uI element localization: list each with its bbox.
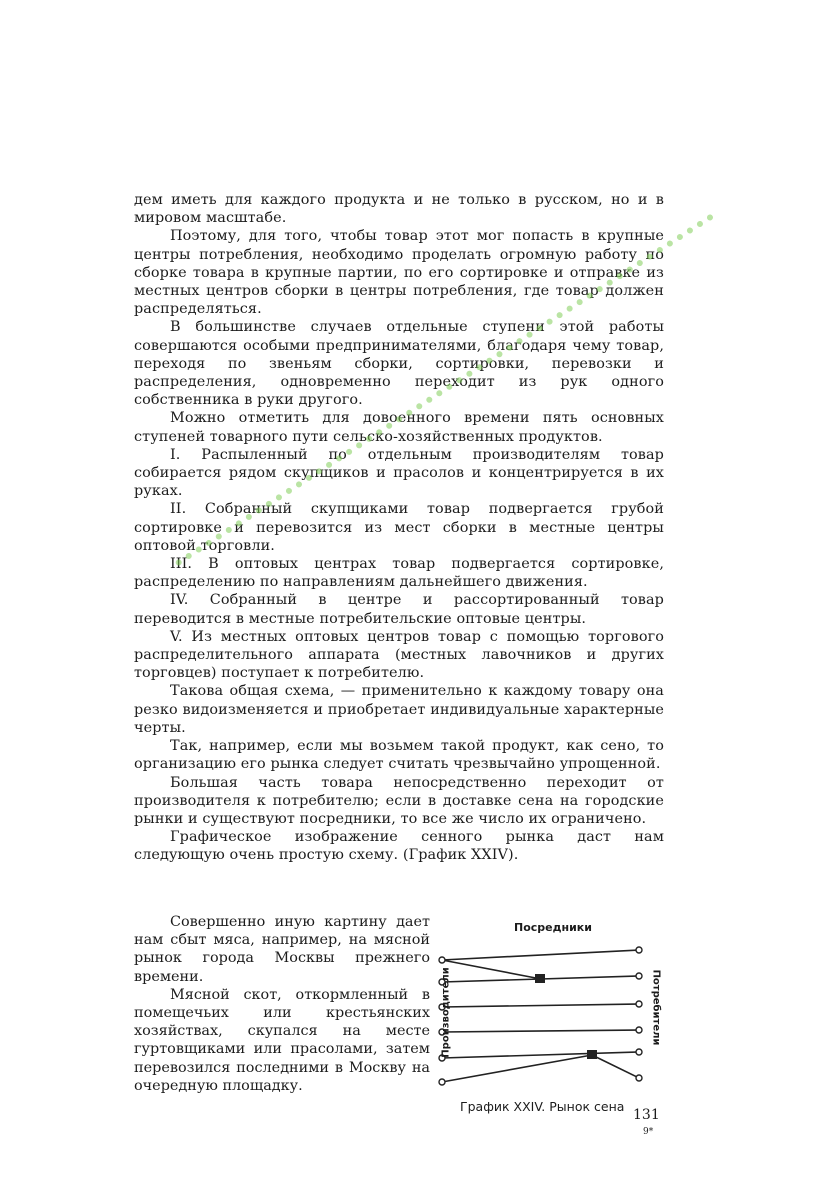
paragraph: Можно отметить для довоенного времени пять основных ступеней товарного пути сельско-хозяйственных продуктов. — [134, 410, 664, 445]
wrapped-text-block — [134, 913, 430, 1095]
page-number: 131 — [633, 1107, 660, 1123]
paragraph: IV. Собранный в центре и рассортированный товар переводится в местные потребительские оптовые центры. — [134, 592, 664, 627]
paragraph: Графическое изображение сенного рынка даст нам следующую очень простую схему. (График XXIV). — [134, 829, 664, 864]
intermediary-node — [587, 1050, 597, 1059]
signature-mark: 9* — [643, 1127, 654, 1137]
consumer-node — [636, 1049, 642, 1055]
paragraph: Совершенно иную картину дает нам сбыт мяса, например, на мясной рынок города Москвы прежнего времени. — [134, 914, 430, 985]
flow-line — [592, 1055, 639, 1078]
diagram-graphic — [434, 912, 664, 1112]
paragraph: III. В оптовых центрах товар подвергается сортировке, распределению по направлениям дальнейшего движения. — [134, 556, 664, 591]
producers-label: Производители — [440, 967, 452, 1058]
paragraph: В большинстве случаев отдельные ступени этой работы совершаются особыми предпринимателями, благодаря чему товар, переходя по звеньям сборки, сортировки, перевозки и распределения, одновременно переходит из рук одного собственника в руки другого. — [134, 319, 664, 409]
figure-caption: График XXIV. Рынок сена — [460, 1099, 625, 1114]
consumer-node — [636, 973, 642, 979]
intermediaries-label: Посредники — [514, 921, 592, 934]
paragraph: Большая часть товара непосредственно переходит от производителя к потребителю; если в доставке сена на городские рынки и существуют посредники, то все же число их ограничено. — [134, 774, 664, 827]
paragraph: Такова общая схема, — применительно к каждому товару она резко видоизменяется и приобретает индивидуальные характерные черты. — [134, 683, 664, 736]
paragraph: Мясной скот, откормленный в помещечьих или крестьянских хозяйствах, скупался на месте гуртовщиками или прасолами, затем перевозился последними в Москву на очередную площадку. — [134, 986, 430, 1094]
paragraph: V. Из местных оптовых центров товар с помощью торгового распределительного аппарата (местных лавочников и других торговцев) поступает к потребителю. — [134, 628, 664, 682]
paragraph: Так, например, если мы возьмем такой продукт, как сено, то организацию его рынка следует считать чрезвычайно упрощенной. — [134, 738, 664, 773]
producer-node — [439, 1079, 445, 1085]
paragraph: дем иметь для каждого продукта и не только в русском, но и в мировом масштабе. — [134, 192, 664, 227]
consumer-node — [636, 947, 642, 953]
paragraph: II. Собранный скупщиками товар подвергается грубой сортировке и перевозится из мест сборки в местные центры оптовой торговли. — [134, 501, 664, 554]
flow-line — [442, 950, 639, 960]
flow-line — [442, 960, 541, 979]
flow-line — [442, 1052, 639, 1058]
intermediary-node — [535, 974, 545, 983]
paragraph: Поэтому, для того, чтобы товар этот мог попасть в крупные центры потребления, необходимо проделать огромную работу по сборке товара в крупные партии, по его сортировке и отправке из местных центров сборки в центры потребления, где товар должен распределяться. — [134, 228, 664, 318]
main-text-block — [134, 191, 664, 865]
consumer-node — [636, 1027, 642, 1033]
flow-line — [442, 1004, 639, 1007]
flow-line — [442, 1030, 639, 1032]
consumer-node — [636, 1075, 642, 1081]
consumers-label: Потребители — [650, 969, 662, 1046]
paragraph: I. Распыленный по отдельным производителям товар собирается рядом скупщиков и прасолов и концентрируется в их руках. — [134, 446, 664, 500]
consumer-node — [636, 1001, 642, 1007]
flow-line — [442, 1055, 592, 1082]
